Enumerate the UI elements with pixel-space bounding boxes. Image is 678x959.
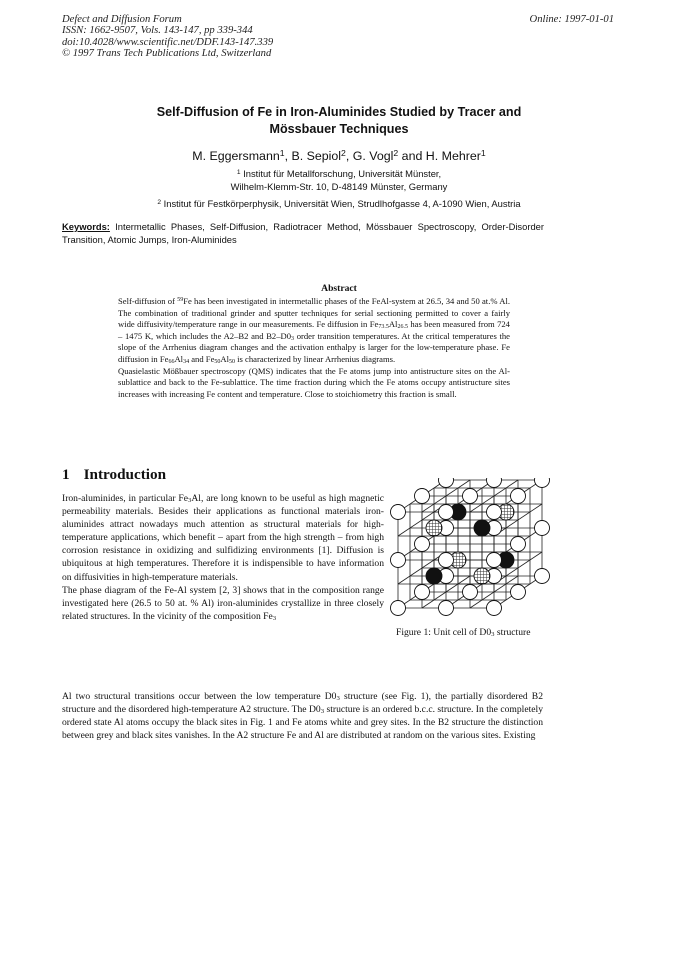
fe-grey-site	[474, 568, 490, 584]
section-heading	[62, 466, 166, 484]
author-name: M. Eggersmann	[192, 149, 280, 163]
fe-white-site	[391, 505, 406, 520]
abstract-paragraph-2: Quasielastic Mößbauer spectroscopy (QMS) indicates that the Fe atoms jump into antistructure sites on the Al-sublattice and back to the Fe-sublattice. The time fraction during which the Fe atoms occupy antistructure sites increases with increasing Fe content and temperature. Close to stoichiometry this fraction is small.	[118, 365, 510, 399]
fe-white-site	[487, 478, 502, 488]
fe-white-site	[415, 537, 430, 552]
author-list	[80, 149, 598, 163]
affiliation-line: Institut für Festkörperphysik, Universität Wien, Strudlhofgasse 4, A-1090 Wien, Austria	[163, 198, 521, 209]
keywords-label: Keywords:	[62, 221, 110, 232]
affiliation-2	[60, 198, 618, 211]
fe-grey-site	[426, 520, 442, 536]
intro-paragraph-2: The phase diagram of the Fe-Al system [2, 3] shows that in the composition range investigated here (26.5 to 50 at. % Al) iron-aluminides crystallize in three closely related structures. In the vicinity of the composition $Fe_3$	[62, 584, 384, 623]
fe-white-site	[511, 489, 526, 504]
online-date: Online: 1997-01-01	[529, 14, 614, 25]
fe-white-site	[463, 489, 478, 504]
author-and: and	[398, 149, 426, 163]
fe-white-site	[487, 505, 502, 520]
abstract-body	[118, 296, 510, 400]
affiliation-number: 1	[236, 169, 241, 177]
abstract-heading: Abstract	[321, 283, 357, 294]
affiliation-line: Wilhelm-Klemm-Str. 10, D-48149 Münster, Germany	[230, 180, 448, 192]
section-number: 1	[62, 466, 70, 483]
journal-issn: ISSN: 1662-9507, Vols. 143-147, pp 339-344	[62, 25, 253, 37]
al-black-site	[474, 520, 490, 536]
keywords	[62, 221, 544, 246]
fe-white-site	[439, 601, 454, 616]
author-separator: ,	[345, 149, 353, 163]
fe-white-site	[439, 478, 454, 488]
journal-doi: doi:10.4028/www.scientific.net/DDF.143-147.339	[62, 36, 274, 48]
author-affiliation-mark: 1	[279, 148, 285, 159]
fe-white-site	[391, 553, 406, 568]
fe-white-site	[535, 569, 550, 584]
fe-white-site	[511, 585, 526, 600]
section-title: Introduction	[83, 466, 167, 483]
journal-header	[62, 14, 273, 60]
journal-name: Defect and Diffusion Forum	[62, 14, 182, 25]
intro-column-text	[62, 492, 384, 623]
author-affiliation-mark: 1	[480, 148, 486, 159]
fe-white-site	[415, 489, 430, 504]
affiliation-number: 2	[157, 199, 162, 207]
figure-caption: Figure 1: Unit cell of $D0_3$ structure	[396, 627, 531, 639]
fe-white-site	[535, 521, 550, 536]
author-separator: ,	[284, 149, 292, 163]
author-name: G. Vogl	[352, 149, 394, 163]
affiliation-1	[60, 168, 618, 193]
fe-white-site	[487, 553, 502, 568]
author-name: B. Sepiol	[291, 149, 342, 163]
fe-white-site	[415, 585, 430, 600]
intro-full-width-text	[62, 690, 543, 742]
fe-white-site	[487, 601, 502, 616]
affiliation-line: Institut für Metallforschung, Universität Münster,	[243, 168, 442, 179]
author-name: H. Mehrer	[425, 149, 481, 163]
author-affiliation-mark: 2	[341, 148, 346, 159]
fe-white-site	[463, 585, 478, 600]
keywords-text: Intermetallic Phases, Self-Diffusion, Radiotracer Method, Mössbauer Spectroscopy, Order-Disorder Transition, Atomic Jumps, Iron-Aluminides	[62, 221, 545, 245]
journal-copyright: © 1997 Trans Tech Publications Ltd, Switzerland	[62, 48, 272, 60]
intro-paragraph-2-continued: Al two structural transitions occur between the low temperature $D0_3$ structure (see Fig. 1), the partially disordered B2 structure and the disordered high-temperature A2 structure. The $D0_3$ structure is an ordered b.c.c. structure. In the completely ordered state Al atoms occupy the black sites in Fig. 1 and Fe atoms white and grey sites. In the B2 structure the distinction between grey and black sites vanishes. In the A2 structure Fe and Al are distributed at random on the various sites. Existing	[62, 691, 543, 742]
title-line-1: Self-Diffusion of Fe in Iron-Aluminides Studied by Tracer and	[156, 105, 522, 119]
unit-cell-figure	[384, 478, 552, 620]
intro-paragraph-1: Iron-aluminides, in particular $Fe_3Al$, are long known to be useful as high magnetic permeability materials. Besides their applications as functional materials iron-aluminides attract nowadays much attention as structural materials for high-temperature applications, which benefit – apart from the high strength – from high corrosion resistance in oxidizing and sulfidizing environments [1]. Diffusion is ubiquitous at high temperatures. Therefore it is indispensible to have information on diffusivities in high-temperature materials.	[62, 493, 384, 583]
paper-title	[80, 104, 598, 138]
fe-white-site	[535, 478, 550, 488]
fe-white-site	[391, 601, 406, 616]
fe-white-site	[511, 537, 526, 552]
author-affiliation-mark: 2	[393, 148, 399, 159]
fe-white-site	[439, 553, 454, 568]
title-line-2: Mössbauer Techniques	[269, 122, 409, 136]
fe-white-site	[439, 505, 454, 520]
abstract-paragraph-1: Self-diffusion of $^{59}$Fe has been investigated in intermetallic phases of the FeAl-system at 26.5, 34 and 50 at.% Al. The combination of traditional grinder and sputter techniques for serial sectioning permitted to cover a fairly wide diffusivity/temperature range in our measurements. Fe diffusion in $Fe_{73.5}Al_{26.5}$ has been measured from 724 – 1475 K, which includes the A2–B2 and $B2-D0_3$ order transition temperatures. At the critical temperatures the slope of the Arrhenius diagram changes and the activation enthalpy is larger for the low-temperature phase. Fe diffusion in $Fe_{66}Al_{34}$ and $Fe_{50}Al_{50}$ is characterized by linear Arrhenius diagrams.	[118, 296, 510, 366]
al-black-site	[426, 568, 442, 584]
